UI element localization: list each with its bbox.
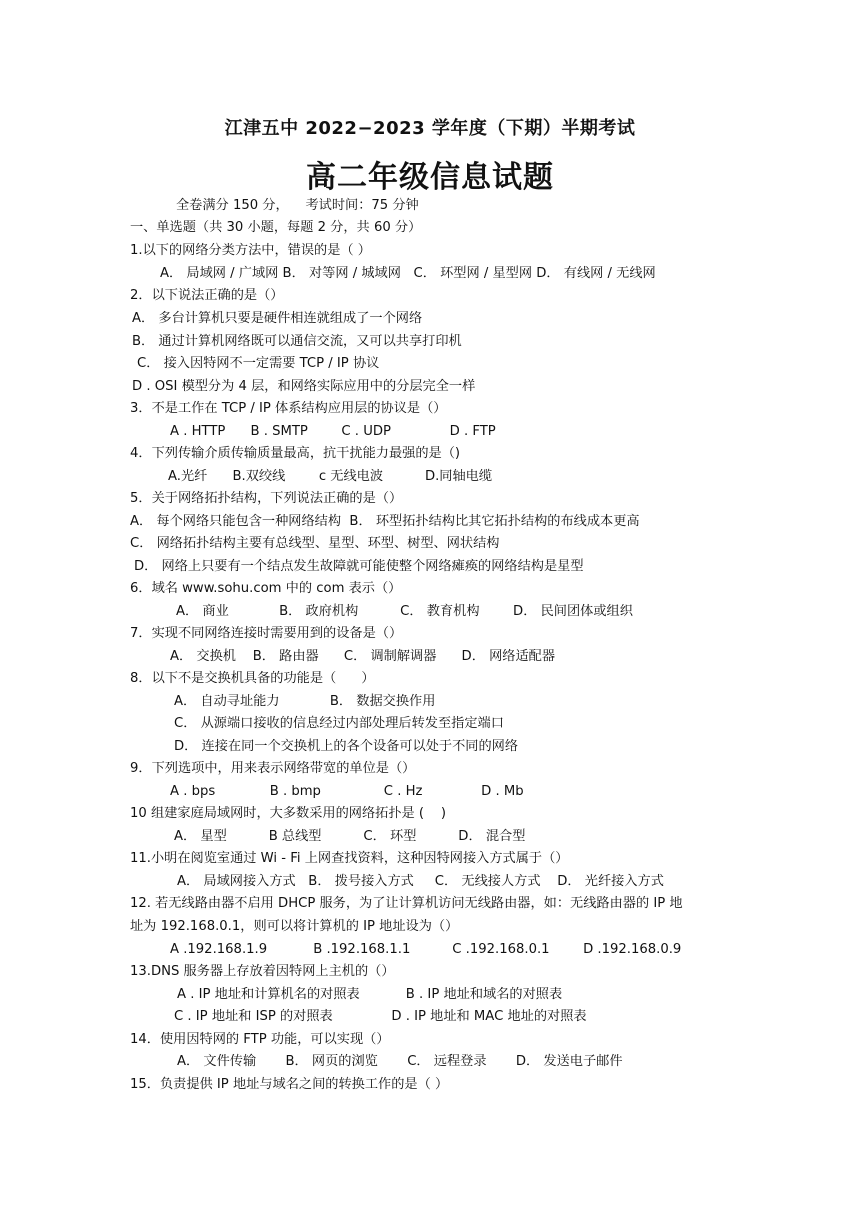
question-option: D . OSI 模型分为 4 层，和网络实际应用中的分层完全一样 (132, 379, 476, 394)
question-stem: 12. 若无线路由器不启用 DHCP 服务，为了让计算机访问无线路由器，如：无线路由器的 IP 地 (130, 896, 683, 911)
question-options: A． 局域网 / 广域网 B． 对等网 / 城域网 C． 环型网 / 星型网 D． 有线网 / 无线网 (160, 266, 656, 281)
question-option: A . IP 地址和计算机名的对照表 B . IP 地址和域名的对照表 (177, 987, 563, 1002)
question-option: D． 连接在同一个交换机上的各个设备可以处于不同的网络 (174, 739, 519, 754)
question-option: C . IP 地址和 ISP 的对照表 D . IP 地址和 MAC 地址的对照表 (174, 1009, 587, 1024)
section-heading: 一、单选题（共 30 小题，每题 2 分，共 60 分） (130, 220, 422, 235)
question-option: C． 从源端口接收的信息经过内部处理后转发至指定端口 (174, 716, 504, 731)
question-option: B． 通过计算机网络既可以通信交流，又可以共享打印机 (132, 334, 462, 349)
question-options: A . bps B . bmp C . Hz D . Mb (170, 784, 524, 799)
question-options: A .192.168.1.9 B .192.168.1.1 C .192.168.0.1 D .192.168.0.9 (170, 942, 682, 957)
question-stem: 10 组建家庭局域网时，大多数采用的网络拓扑是 ( ) (130, 806, 446, 821)
question-stem: 7．实现不同网络连接时需要用到的设备是（） (130, 626, 403, 641)
question-stem: 11.小明在阅览室通过 Wi - Fi 上网查找资料，这种因特网接入方式属于（） (130, 851, 569, 866)
question-options: A.光纤 B.双绞线 c 无线电波 D.同轴电缆 (168, 469, 493, 484)
question-options: A． 局域网接入方式 B． 拨号接入方式 C． 无线接人方式 D． 光纤接入方式 (177, 874, 664, 889)
question-option: A． 每个网络只能包含一种网络结构 B． 环型拓扑结构比其它拓扑结构的布线成本更高 (130, 514, 640, 529)
question-stem: 2．以下说法正确的是（） (130, 288, 284, 303)
question-stem: 4．下列传输介质传输质量最高，抗干扰能力最强的是（) (130, 446, 461, 461)
question-option: A． 自动寻址能力 B． 数据交换作用 (174, 694, 436, 709)
question-stem: 9．下列选项中，用来表示网络带宽的单位是（） (130, 761, 416, 776)
question-options: A． 星型 B 总线型 C． 环型 D． 混合型 (174, 829, 526, 844)
question-stem: 15．负责提供 IP 地址与域名之间的转换工作的是（ ） (130, 1077, 449, 1092)
question-stem: 6．域名 www.sohu.com 中的 com 表示（） (130, 581, 402, 596)
question-option: D． 网络上只要有一个结点发生故障就可能使整个网络瘫痪的网络结构是星型 (134, 559, 584, 574)
question-stem-continued: 址为 192.168.0.1，则可以将计算机的 IP 地址设为（） (130, 919, 459, 934)
question-stem: 5．关于网络拓扑结构，下列说法正确的是（） (130, 491, 403, 506)
question-option: C． 接入因特网不一定需要 TCP / IP 协议 (137, 356, 380, 371)
question-option: C． 网络拓扑结构主要有总线型、星型、环型、树型、网状结构 (130, 536, 500, 551)
question-option: A． 多台计算机只要是硬件相连就组成了一个网络 (132, 311, 423, 326)
question-options: A . HTTP B . SMTP C . UDP D . FTP (170, 424, 496, 439)
question-stem: 1.以下的网络分类方法中，错误的是（ ） (130, 243, 371, 258)
question-options: A． 商业 B． 政府机构 C． 教育机构 D． 民间团体或组织 (176, 604, 633, 619)
subject-title: 高二年级信息试题 (306, 160, 554, 195)
question-stem: 3．不是工作在 TCP / IP 体系结构应用层的协议是（） (130, 401, 447, 416)
question-options: A． 文件传输 B． 网页的浏览 C． 远程登录 D． 发送电子邮件 (177, 1054, 623, 1069)
question-stem: 13.DNS 服务器上存放着因特网上主机的（） (130, 964, 395, 979)
score-time-info: 全卷满分 150 分， 考试时间：75 分钟 (176, 198, 419, 213)
school-exam-title: 江津五中 2022−2023 学年度（下期）半期考试 (224, 118, 636, 139)
question-stem: 14．使用因特网的 FTP 功能，可以实现（） (130, 1032, 390, 1047)
question-stem: 8．以下不是交换机具备的功能是（ ） (130, 671, 375, 686)
question-options: A． 交换机 B． 路由器 C． 调制解调器 D． 网络适配器 (170, 649, 556, 664)
